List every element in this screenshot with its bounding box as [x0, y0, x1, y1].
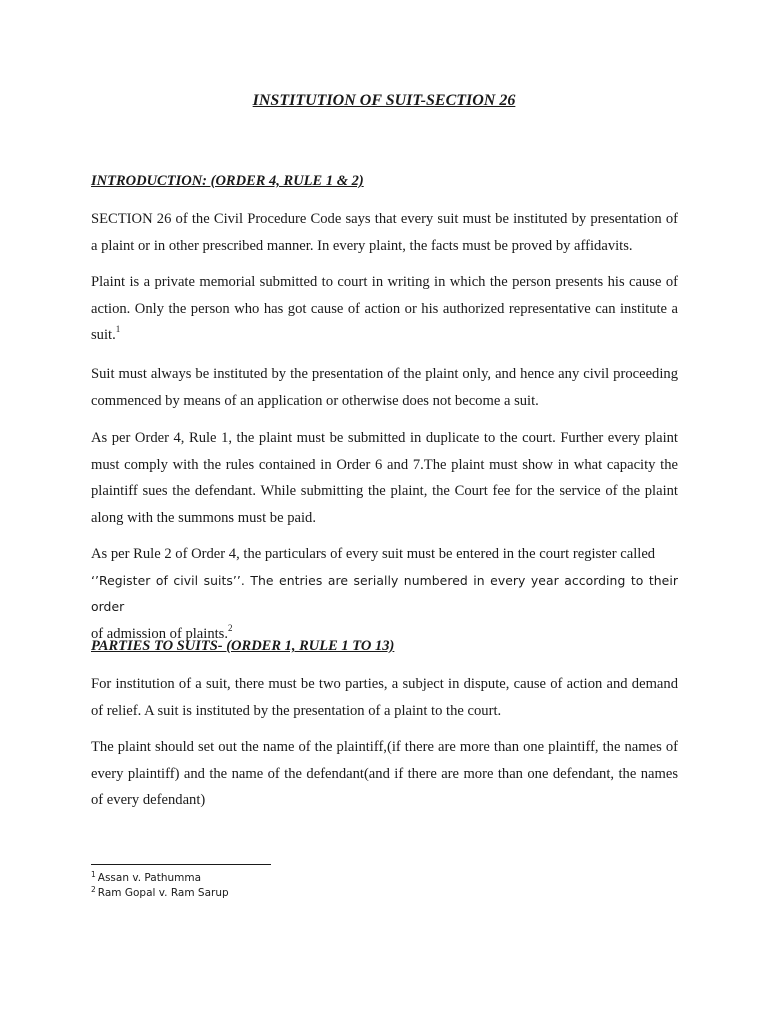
footnote-1: [91, 871, 201, 885]
paragraph-text: The plaint should set out the name of the plaintiff,(if there are more than one plaintiff, the names of every plaintiff) and the name of the defendant(and if there are more than one defendant, the names of every defendant): [91, 739, 678, 808]
footnote-text: Assan v. Pathumma: [97, 872, 202, 884]
paragraph-text: As per Order 4, Rule 1, the plaint must be submitted in duplicate to the court. Further every plaint must comply with the rules contained in Order 6 and 7.The plaint must show in what capacity the plaintiff sues the defendant. While submitting the plaint, the Court fee for the service of the plaint along with the summons must be paid.: [91, 430, 678, 526]
footnote-number: 2: [91, 885, 96, 894]
document-title: INSTITUTION OF SUIT-SECTION 26: [252, 92, 516, 109]
paragraph-order-4-rule-2: [91, 541, 678, 647]
footnote-reference-1: 1: [115, 324, 121, 334]
paragraph-text: As per Rule 2 of Order 4, the particulars of every suit must be entered in the court register called: [91, 546, 656, 562]
paragraph-parties-requirements: [91, 671, 678, 724]
paragraph-text-end: of admission of plaints.: [91, 625, 229, 642]
paragraph-text: For institution of a suit, there must be two parties, a subject in dispute, cause of action and demand of relief. A suit is instituted by the presentation of a plaint to the court.: [91, 676, 678, 719]
paragraph-order-4-rule-1: [91, 425, 678, 531]
paragraph-text-register: ‘’Register of civil suits’’. The entries are serially numbered in every year according to their order: [91, 572, 678, 614]
footnote-text: Ram Gopal v. Ram Sarup: [97, 887, 229, 899]
footnote-reference-2: 2: [228, 622, 233, 633]
footnote-2: [91, 886, 229, 900]
footnote-number: 1: [91, 870, 96, 879]
paragraph-plaint-definition: [91, 269, 678, 349]
paragraph-text: Suit must always be instituted by the presentation of the plaint only, and hence any civil proceeding commenced by means of an application or otherwise does not become a suit.: [91, 366, 678, 409]
paragraph-section-26: [91, 206, 678, 259]
paragraph-text: SECTION 26 of the Civil Procedure Code says that every suit must be instituted by presentation of a plaint or in other prescribed manner. In every plaint, the facts must be proved by affidavits.: [91, 211, 678, 254]
footnote-separator: [91, 864, 271, 865]
paragraph-plaint-names: [91, 734, 678, 814]
paragraph-text: Plaint is a private memorial submitted to court in writing in which the person presents his cause of action. Only the person who has got cause of action or his authorized representative can institute a suit.: [91, 274, 678, 343]
paragraph-suit-presentation: [91, 361, 678, 414]
section-heading-parties: PARTIES TO SUITS- (ORDER 1, RULE 1 TO 13): [91, 638, 395, 654]
section-heading-introduction: INTRODUCTION: (ORDER 4, RULE 1 & 2): [91, 173, 364, 189]
